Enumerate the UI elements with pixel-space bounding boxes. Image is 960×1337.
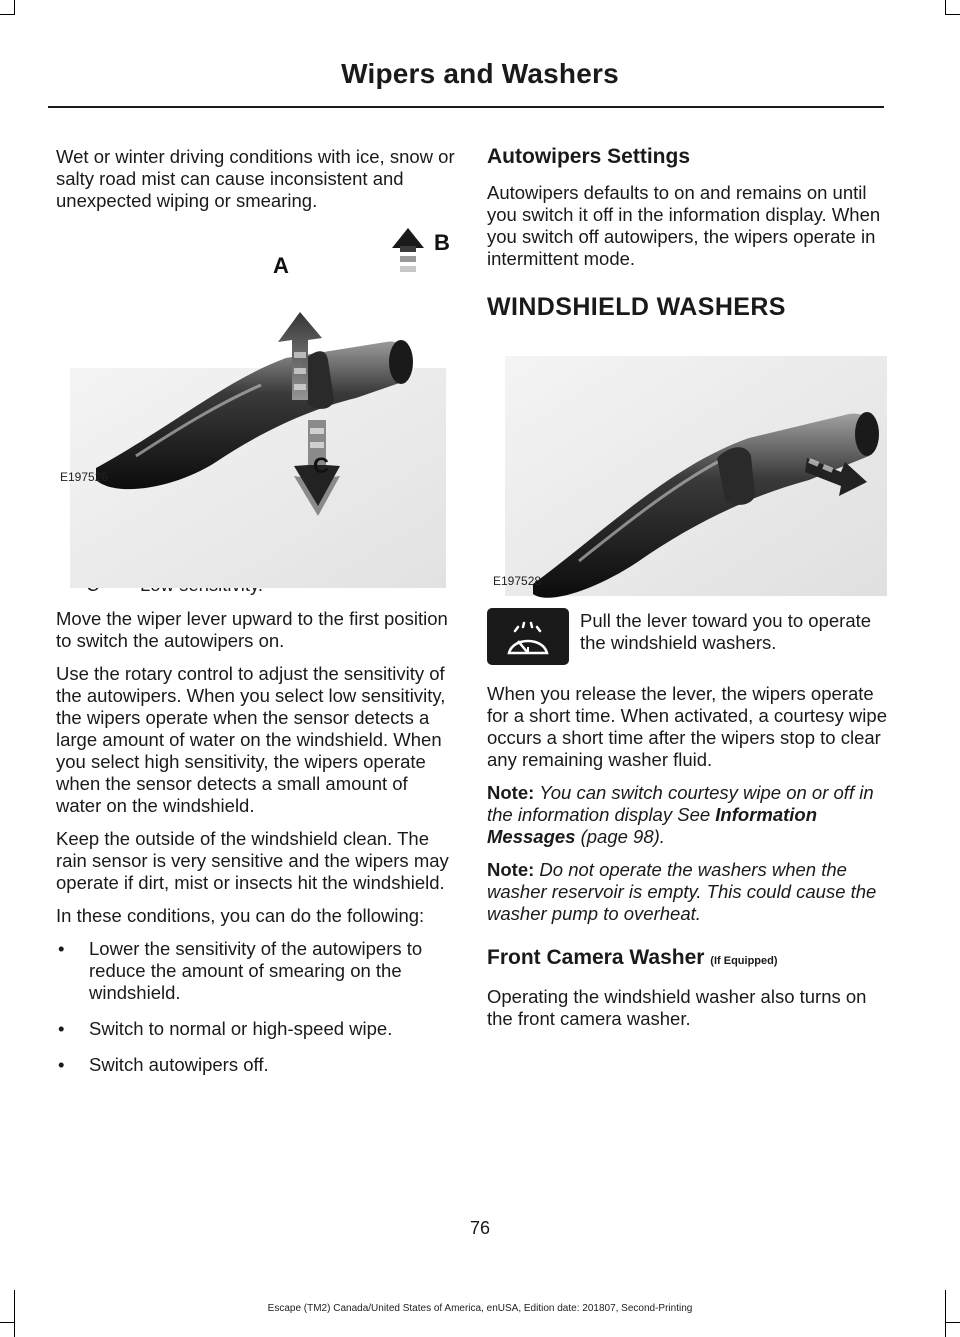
- list-item: • Switch to normal or high-speed wipe.: [56, 1018, 458, 1040]
- paragraph: In these conditions, you can do the following:: [56, 905, 425, 926]
- label-c: C: [313, 453, 329, 478]
- washers-heading: WINDSHIELD WASHERS: [487, 293, 786, 321]
- note-label: Note:: [487, 782, 535, 803]
- footer-text: Escape (TM2) Canada/United States of America, enUSA, Edition date: 201807, Second-Printing: [267, 1303, 693, 1314]
- crop-mark: [0, 1322, 15, 1323]
- washer-instruction-text: Pull the lever toward you to operate the windshield washers.: [580, 610, 872, 653]
- paragraph: Use the rotary control to adjust the sensitivity of the autowipers. When you select low sensitivity, the wipers operate when the sensor detects a large amount of water on the windshield. When you select high sensitivity, the wipers operate when the sensor detects a small amount of water on the windshield.: [56, 663, 446, 816]
- washer-lever-illustration: [489, 356, 887, 596]
- list-item: • Switch autowipers off.: [56, 1054, 458, 1076]
- camera-heading-text: Front Camera Washer: [487, 946, 705, 969]
- label-b: B: [434, 230, 450, 255]
- crop-mark: [945, 14, 960, 15]
- autowipers-paragraph: Autowipers defaults to on and remains on until you switch it off in the information display. When you switch off autowipers, the wipers operate in intermittent mode.: [487, 182, 881, 269]
- intro-paragraph: Wet or winter driving conditions with ice, snow or salty road mist can cause inconsistent and unexpected wiping or smearing.: [56, 146, 455, 211]
- note-text: You can switch courtesy wipe on or off in the information display See: [487, 782, 874, 825]
- figure-code: E197526: [60, 470, 109, 484]
- page-reference: (page 98).: [580, 826, 665, 847]
- if-equipped: (If Equipped): [710, 955, 778, 967]
- right-column: [487, 146, 887, 1041]
- label-a: A: [273, 253, 289, 278]
- information-messages-link[interactable]: Information Messages: [487, 804, 818, 847]
- note-text: Do not operate the washers when the washer reservoir is empty. This could cause the washer pump to overheat.: [487, 859, 877, 924]
- page-number: 76: [469, 1218, 491, 1238]
- release-paragraph: When you release the lever, the wipers operate for a short time. When activated, a courtesy wipe occurs a short time after the wipers stop to clear any remaining washer fluid.: [487, 683, 887, 770]
- washer-instruction: [487, 608, 887, 665]
- left-column: [56, 146, 458, 1090]
- wiper-lever-figure: [56, 230, 450, 490]
- header-divider: [48, 106, 884, 108]
- windshield-washer-icon: [487, 608, 569, 665]
- note-courtesy-wipe: [487, 782, 887, 848]
- note-label: Note:: [487, 859, 535, 880]
- front-camera-heading: [487, 947, 887, 972]
- figure-code: E197528: [493, 574, 542, 588]
- crop-mark: [945, 1322, 960, 1323]
- paragraph: Keep the outside of the windshield clean. The rain sensor is very sensitive and the wipers may operate if dirt, mist or insects hit the windshield.: [56, 828, 449, 893]
- crop-mark: [945, 0, 946, 15]
- camera-paragraph: Operating the windshield washer also turns on the front camera washer.: [487, 986, 867, 1029]
- autowipers-heading: Autowipers Settings: [487, 145, 691, 168]
- washer-lever-figure: [489, 356, 887, 596]
- note-reservoir: [487, 859, 887, 925]
- bullet-list: [56, 938, 458, 1076]
- paragraph: Move the wiper lever upward to the first position to switch the autowipers on.: [56, 608, 448, 651]
- crop-mark: [14, 0, 15, 15]
- wiper-lever-illustration: [56, 230, 450, 490]
- list-item: • Lower the sensitivity of the autowipers to reduce the amount of smearing on the windshield.: [56, 938, 458, 1004]
- crop-mark: [0, 14, 15, 15]
- page-title: Wipers and Washers: [341, 58, 619, 89]
